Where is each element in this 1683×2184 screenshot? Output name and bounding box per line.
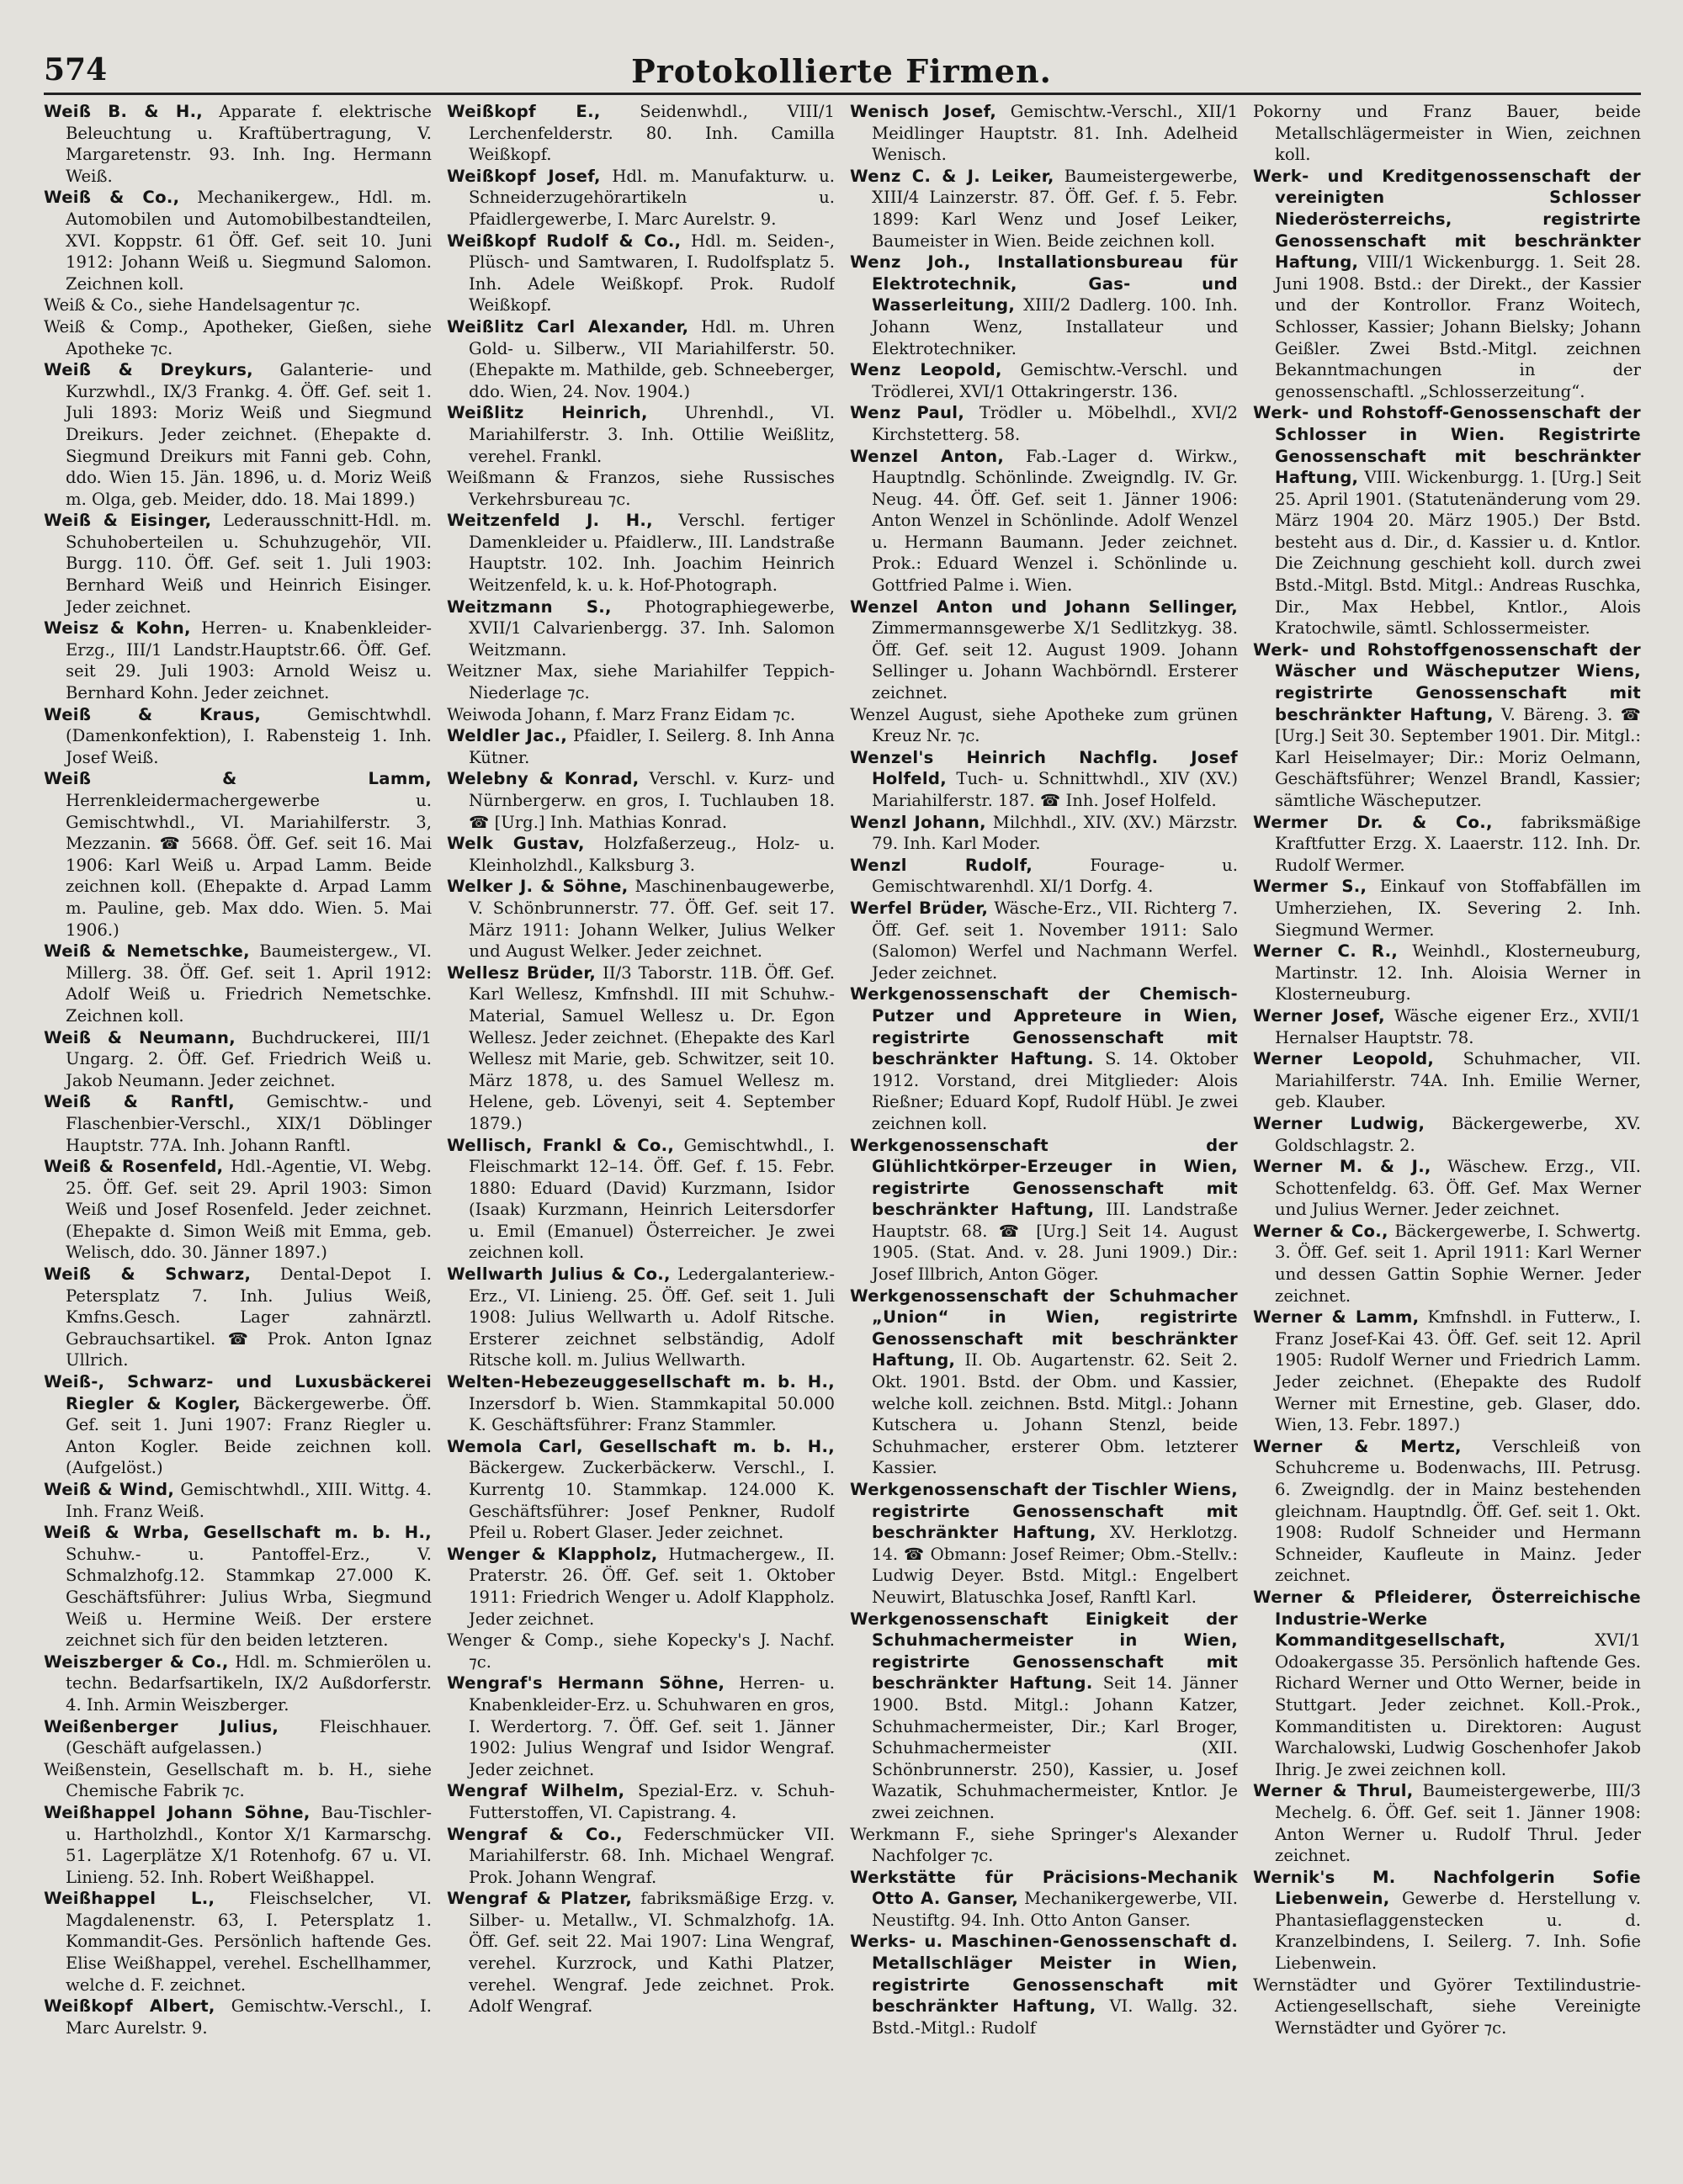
page-number: 574 (44, 52, 108, 87)
firm-name: Werk- und Kreditgenossenschaft der vereinigten Schlosser Niederösterreichs, registrirte Genossenschaft mit beschränkter Haftung, (1253, 166, 1641, 273)
firm-entry (44, 316, 432, 359)
firm-details: fabriksmäßige Erzg. v. Silber- u. Metallw., VI. Schmalzhofg. 1A. Öff. Gef. seit 22. Mai 1907: Lina Wengraf, verehel. Kurzrock, und Kathi Platzer, verehel. Wengraf. Jede zeichnet. Prok. Adolf Wengraf. (469, 1889, 835, 2017)
firm-name: Weitzmann S., (447, 596, 612, 617)
firm-details: Galanterie- und Kurzwhdl., IX/3 Frankg. 4. Öff. Gef. seit 1. Juli 1893: Moriz Weiß und Siegmund Dreikurs. Jeder zeichnet. (Ehepakte d. Siegmund Dreikurs mit Fanni geb. Cohn, ddo. Wien 15. Jän. 1896, u. d. Moriz Weiß m. Olga, geb. Meider, ddo. 18. Mai 1899.) (66, 360, 432, 509)
firm-details: II. Ob. Augartenstr. 62. Seit 2. Okt. 1901. Bstd. der Obm. und Kassier, welche koll. zeichnen. Bstd. Mitgl.: Johann Kutschera u. Johann Stenzl, beide Schuhmacher, ersterer Obm. letzterer Kassier. (872, 1350, 1238, 1478)
firm-entry (850, 596, 1238, 704)
firm-entry (447, 725, 835, 768)
firm-details: Ledergalanteriew.-Erz., VI. Linieng. 25. Öff. Gef. seit 1. Juli 1908: Julius Wellwarth u. Adolf Ritsche. Ersterer zeichnet selbständig, Adolf Ritsche koll. m. Julius Wellwarth. (469, 1264, 835, 1370)
firm-details: Wenzel August, siehe Apotheke zum grünen Kreuz Nr. ⁊c. (850, 704, 1238, 746)
firm-entry (1253, 1307, 1641, 1436)
firm-details: Lederausschnitt-Hdl. m. Schuhoberteilen u. Schuhzugehör, VII. Burgg. 110. Öff. Gef. seit 1. Juli 1903: Bernhard Weiß und Heinrich Eisinger. Jeder zeichnet. (66, 511, 432, 617)
firm-entry (447, 1371, 835, 1436)
firm-details: Verschleiß von Schuhcreme u. Bodenwachs, III. Petrusg. 6. Zweigndlg. der in Mainz bestehenden gleichnam. Hauptndlg. Öff. Gef. seit 1. Okt. 1908: Rudolf Schneider und Hermann Schneider, Kaufleute in Mainz. Jeder zeichnet. (1275, 1436, 1641, 1586)
firm-name: Welten-Hebezeuggesellschaft m. b. H., (447, 1372, 835, 1392)
firm-details: Gemischtw.-Verschl., I. Marc Aurelstr. 9. (66, 1996, 432, 2038)
firm-details: Zimmermannsgewerbe X/1 Sedlitzkyg. 38. Öff. Gef. seit 12. August 1909. Johann Sellinger u. Johann Wachbörndl. Ersterer zeichnet. (872, 618, 1238, 703)
firm-name: Werner & Mertz, (1253, 1436, 1462, 1456)
firm-name: Werks- u. Maschinen-Genossenschaft d. Metallschläger Meister in Wien, registrirte Genossenschaft mit beschränkter Haftung, (850, 1932, 1238, 2017)
firm-entry (44, 1888, 432, 1996)
firm-entry (850, 1479, 1238, 1609)
firm-name: Wermer S., (1253, 877, 1367, 897)
firm-details: VIII. Wickenburgg. 1. [Urg.] Seit 25. April 1901. (Statutenänderung vom 29. März 1904 20. März 1905.) Der Bstd. besteht aus d. Dir., d. Kassier u. d. Kntlor. Die Zeichnung geschieht koll. durch zwei Bstd.-Mitgl. Bstd. Mitgl.: Andreas Ruschka, Dir., Max Hebbel, Kntlor., Alois Kratochwile, sämtl. Schlossermeister. (1275, 468, 1641, 639)
firm-details: Gemischtwhdl. (Damenkonfektion), I. Rabensteig 1. Inh. Josef Weiß. (66, 704, 432, 767)
firm-entry (1253, 941, 1641, 1005)
firm-name: Werner M. & J., (1253, 1157, 1431, 1177)
firm-entry (447, 1135, 835, 1264)
firm-details: Bäckergewerbe, I. Schwertg. 3. Öff. Gef. seit 1. April 1911: Karl Werner und dessen Gattin Sophie Werner. Jeder zeichnet. (1275, 1221, 1641, 1306)
firm-details: Fleischhauer. (Geschäft aufgelassen.) (66, 1716, 432, 1758)
firm-name: Wellisch, Frankl & Co., (447, 1135, 675, 1155)
firm-name: Weiß-, Schwarz- und Luxusbäckerei Riegler & Kogler, (44, 1372, 432, 1413)
firm-name: Wenzl Johann, (850, 812, 986, 832)
firm-details: Weiwoda Johann, f. Marz Franz Eidam ⁊c. (447, 704, 796, 724)
firm-name: Wenzel's Heinrich Nachflg. Josef Holfeld, (850, 747, 1238, 789)
firm-name: Weiß & Nemetschke, (44, 941, 250, 962)
firm-details: Wäsche-Erz., VII. Richterg 7. Öff. Gef. seit 1. November 1911: Salo (Salomon) Werfel und Nachmann Werfel. Jeder zeichnet. (872, 898, 1238, 983)
firm-entry (44, 1371, 432, 1479)
firm-details: Fleischselcher, VI. Magdalenenstr. 63, I. Petersplatz 1. Kommandit-Ges. Persönlich haftende Ges. Elise Weißhappel, verehel. Eschellhammer, welche d. F. zeichnet. (66, 1889, 432, 1995)
firm-entry (850, 101, 1238, 166)
firm-details: Wäsche eigener Erz., XVII/1 Hernalser Hauptstr. 78. (1275, 1005, 1641, 1047)
firm-entry (44, 294, 432, 316)
firm-details: Uhrenhdl., VI. Mariahilferstr. 3. Inh. Ottilie Weißlitz, verehel. Frankl. (469, 403, 835, 466)
firm-details: Maschinenbaugewerbe, V. Schönbrunnerstr. 77. Öff. Gef. seit 17. März 1911: Johann Welker, Julius Welker und August Welker. Jeder zeichnet. (469, 877, 835, 962)
firm-name: Wenzel Anton und Johann Sellinger, (850, 596, 1238, 617)
firm-entry (447, 467, 835, 510)
firm-entry (850, 812, 1238, 855)
firm-name: Werkstätte für Präcisions-Mechanik Otto A. Ganser, (850, 1867, 1238, 1909)
firm-entry (1253, 1221, 1641, 1307)
firm-details: Verschl. v. Kurz- und Nürnbergerw. en gros, I. Tuchlauben 18. ☎ [Urg.] Inh. Mathias Konrad. (469, 769, 835, 832)
firm-details: Gemischtw.- und Flaschenbier-Verschl., XIX/1 Döblinger Hauptstr. 77A. Inh. Johann Ranftl. (66, 1092, 432, 1155)
firm-entry (1253, 1780, 1641, 1866)
firm-details: XIII/2 Dadlerg. 100. Inh. Johann Wenz, Installateur und Elektrotechniker. (872, 295, 1238, 358)
firm-details: Baumeistergew., VI. Millerg. 38. Öff. Gef. seit 1. April 1912: Adolf Weiß u. Friedrich Nemetschke. Zeichnen koll. (66, 941, 432, 1026)
firm-details: Bäckergewerbe. Öff. Gef. seit 1. Juni 1907: Franz Riegler u. Anton Kogler. Beide zeichnen koll. (Aufgelöst.) (66, 1393, 432, 1478)
firm-details: Weiß & Co., siehe Handelsagentur ⁊c. (44, 295, 361, 315)
firm-entry (850, 359, 1238, 402)
firm-details: Weißenstein, Gesellschaft m. b. H., siehe Chemische Fabrik ⁊c. (44, 1759, 432, 1801)
firm-details: XV. Herklotzg. 14. ☎ Obmann: Josef Reimer; Obm.-Stellv.: Ludwig Deyer. Bstd. Mitgl.: Engelbert Neuwirt, Blatuschka Josef, Ranftl Karl. (872, 1523, 1238, 1607)
firm-entry (44, 1716, 432, 1759)
firm-entry (850, 1824, 1238, 1867)
firm-details: Milchhdl., XIV. (XV.) Märzstr. 79. Inh. Karl Moder. (872, 812, 1238, 854)
firm-name: Weißhappel Johann Söhne, (44, 1802, 311, 1822)
firm-entry (447, 510, 835, 596)
firm-details: Verschl. fertiger Damenkleider u. Pfaidlerw., III. Landstraße Hauptstr. 102. Inh. Joachim Heinrich Weitzenfeld, k. u. k. Hof-Photograph. (469, 511, 835, 596)
firm-entry (447, 833, 835, 876)
firm-details: Mechanikergew., Hdl. m. Automobilen und Automobilbestandteilen, XVI. Koppstr. 61 Öff. Gef. seit 10. Juni 1912: Johann Weiß u. Siegmund Salomon. Zeichnen koll. (66, 188, 432, 294)
firm-name: Wellwarth Julius & Co., (447, 1264, 671, 1285)
firm-details: Herrenkleidermachergewerbe u. Gemischtwhdl., VI. Mariahilferstr. 3, Mezzanin. ☎ 5668. Öff. Gef. seit 16. Mai 1906: Karl Weiß u. Arpad Lamm. Beide zeichnen koll. (Ehepakte d. Arpad Lamm m. Pauline, geb. Max ddo. Wien. 5. Mai 1906.) (66, 791, 432, 940)
firm-details: II/3 Taborstr. 11B. Öff. Gef. Karl Wellesz, Kmfnshdl. III mit Schuhw.-Material, Samuel Wellesz u. Dr. Egon Wellesz. Jeder zeichnet. (Ehepakte des Karl Wellesz mit Marie, geb. Schwitzer, seit 10. März 1878, u. des Samuel Wellesz m. Helene, geb. Lövenyi, seit 4. September 1879.) (469, 962, 835, 1133)
firm-entry (850, 1867, 1238, 1932)
firm-name: Werner & Lamm, (1253, 1307, 1420, 1328)
firm-name: Weißlitz Carl Alexander, (447, 316, 689, 337)
firm-name: Wengraf Wilhelm, (447, 1781, 625, 1801)
directory-column (447, 101, 835, 2154)
firm-details: Fourage- u. Gemischtwarenhdl. XI/1 Dorfg. 4. (872, 855, 1238, 897)
firm-name: Werk- und Rohstoff-Genossenschaft der Schlosser in Wien. Registrirte Genossenschaft mit beschränkter Haftung, (1253, 403, 1641, 488)
firm-entry (447, 101, 835, 166)
firm-entry (44, 101, 432, 187)
firm-entry (44, 1027, 432, 1092)
firm-details: Weiß & Comp., Apotheker, Gießen, siehe Apotheke ⁊c. (44, 316, 432, 358)
firm-name: Wemola Carl, Gesellschaft m. b. H., (447, 1436, 835, 1456)
firm-name: Werner Josef, (1253, 1005, 1385, 1026)
firm-name: Weiß & Co., (44, 188, 180, 208)
firm-details: Bäckergew. Zuckerbäckerw. Verschl., I. Kurrentg 10. Stammkap. 124.000 K. Geschäftsführer: Josef Penkner, Rudolf Pfeil u. Robert Glaser. Jeder zeichnet. (469, 1458, 835, 1543)
firm-details: XVI/1 Odoakergasse 35. Persönlich haftende Ges. Richard Werner und Otto Werner, beide in Stuttgart. Jeder zeichnet. Koll.-Prok., Kommanditisten u. Direktoren: August Warchalowski, Ludwig Goschenhofer Jakob Ihrig. Je zwei zeichnen koll. (1275, 1630, 1641, 1779)
firm-details: Wäschew. Erzg., VII. Schottenfeldg. 63. Öff. Gef. Max Werner und Julius Werner. Jeder zeichnet. (1275, 1157, 1641, 1220)
firm-details: Trödler u. Möbelhdl., XVI/2 Kirchstetterg. 58. (872, 403, 1238, 444)
firm-name: Weißkopf E., (447, 102, 601, 121)
firm-name: Weiß & Schwarz, (44, 1264, 252, 1285)
firm-name: Welebny & Konrad, (447, 769, 640, 789)
firm-details: Federschmücker VII. Mariahilferstr. 68. Inh. Michael Wengraf. Prok. Johann Wengraf. (469, 1824, 835, 1887)
firm-details: Pfaidler, I. Seilerg. 8. Inh Anna Kütner. (469, 726, 835, 767)
firm-details: S. 14. Oktober 1912. Vorstand, drei Mitglieder: Alois Rießner; Eduard Kopf, Rudolf Hübl. Je zwei zeichnen koll. (872, 1049, 1238, 1133)
firm-entry (1253, 402, 1641, 639)
firm-entry (850, 1285, 1238, 1479)
firm-entry (447, 1888, 835, 2017)
firm-name: Wenisch Josef, (850, 102, 997, 121)
firm-entry (850, 898, 1238, 983)
firm-entry (44, 1522, 432, 1651)
firm-name: Werner & Thrul, (1253, 1781, 1414, 1801)
firm-name: Weißkopf Albert, (44, 1996, 215, 2017)
firm-name: Weiß & Eisinger, (44, 511, 212, 531)
firm-details: Baumeistergewerbe, III/3 Mechelg. 6. Öff. Gef. seit 1. Jänner 1908: Anton Werner u. Rudolf Thrul. Jeder zeichnet. (1275, 1781, 1641, 1866)
firm-entry (44, 1802, 432, 1888)
firm-name: Weißkopf Rudolf & Co., (447, 231, 682, 251)
firm-entry (44, 704, 432, 769)
firm-details: Weinhdl., Klosterneuburg, Martinstr. 12. Inh. Aloisia Werner in Klosterneuburg. (1275, 941, 1641, 1005)
firm-entry (447, 1264, 835, 1371)
firm-name: Wengraf's Hermann Söhne, (447, 1673, 725, 1694)
firm-name: Werner C. R., (1253, 941, 1399, 962)
firm-entry (850, 1931, 1238, 2038)
firm-details: Wenger & Comp., siehe Kopecky's J. Nachf. ⁊c. (447, 1630, 835, 1672)
firm-entry (447, 1544, 835, 1630)
directory-column (1253, 101, 1641, 2154)
firm-name: Weißenberger Julius, (44, 1716, 279, 1736)
firm-entry (1253, 812, 1641, 877)
firm-details: Seit 14. Jänner 1900. Bstd. Mitgl.: Johann Katzer, Schuhmachermeister, Dir.; Karl Broger, Schuhmachermeister (XII. Schönbrunnerstr. 250), Kassier, u. Josef Wazatik, Schuhmachermeister, Kntlor. Je zwei zeichnen. (872, 1673, 1238, 1822)
firm-details: Schuhmacher, VII. Mariahilferstr. 74A. Inh. Emilie Werner, geb. Klauber. (1275, 1049, 1641, 1112)
firm-name: Wenz C. & J. Leiker, (850, 166, 1054, 186)
firm-details: Gemischtwhdl., I. Fleischmarkt 12–14. Öff. Gef. f. 15. Febr. 1880: Eduard (David) Kurzmann, Isidor (Isaak) Kurzmann, Heinrich Leitersdorfer u. Emil (Emanuel) Österreicher. Je zwei zeichnen koll. (469, 1135, 835, 1263)
firm-details: Gemischtwhdl., XIII. Wittg. 4. Inh. Franz Weiß. (66, 1480, 432, 1521)
firm-details: Baumeistergewerbe, XIII/4 Lainzerstr. 87. Öff. Gef. f. 5. Febr. 1899: Karl Wenz und Josef Leiker, Baumeister in Wien. Beide zeichnen koll. (872, 166, 1238, 251)
firm-entry (1253, 876, 1641, 941)
firm-name: Wengraf & Platzer, (447, 1889, 633, 1909)
firm-entry (44, 1264, 432, 1371)
firm-entry (44, 510, 432, 618)
firm-details: Dental-Depot I. Petersplatz 7. Inh. Julius Weiß, Kmfns.Gesch. Lager zahnärztl. Gebrauchsartikel. ☎ Prok. Anton Ignaz Ullrich. (66, 1264, 432, 1370)
firm-entry (850, 1135, 1238, 1285)
firm-details: Hdl. m. Uhren Gold- u. Silberw., VII Mariahilferstr. 50. (Ehepakte m. Mathilde, geb. Schneeberger, ddo. Wien, 24. Nov. 1904.) (469, 316, 835, 401)
firm-details: Herren- u. Knabenkleider-Erzg., III/1 Landstr.Hauptstr.66. Öff. Gef. seit 29. Juli 1903: Arnold Weisz u. Bernhard Kohn. Jeder zeichnet. (66, 618, 432, 703)
firm-details: Einkauf von Stoffabfällen im Umherziehen, IX. Severing 2. Inh. Siegmund Wermer. (1275, 877, 1641, 940)
header-rule (44, 93, 1641, 95)
firm-entry (447, 1436, 835, 1544)
firm-name: Wenz Paul, (850, 403, 965, 423)
firm-details: Fab.-Lager d. Wirkw., Hauptndlg. Schönlinde. Zweigndlg. IV. Gr. Neug. 44. Öff. Gef. seit 1. Jänner 1906: Anton Wenzel in Schönlinde. Adolf Wenzel u. Hermann Baumann. Jeder zeichnet. Prok.: Eduard Wenzel i. Schönlinde u. Gottfried Palme i. Wien. (872, 446, 1238, 596)
firm-details: Buchdruckerei, III/1 Ungarg. 2. Öff. Gef. Friedrich Weiß u. Jakob Neumann. Jeder zeichnet. (66, 1027, 432, 1090)
firm-entry (447, 1672, 835, 1780)
firm-name: Werner & Co., (1253, 1221, 1388, 1241)
firm-details: Tuch- u. Schnittwhdl., XIV (XV.) Mariahilferstr. 187. ☎ Inh. Josef Holfeld. (872, 769, 1238, 810)
firm-details: Seidenwhdl., VIII/1 Lerchenfelderstr. 80. Inh. Camilla Weißkopf. (469, 102, 835, 165)
firm-name: Wenzl Rudolf, (850, 855, 1033, 875)
firm-name: Weiß & Wind, (44, 1480, 175, 1499)
firm-name: Werk- und Rohstoffgenossenschaft der Wäscher und Wäscheputzer Wiens, registrirte Genossenschaft mit beschränkter Haftung, (1253, 639, 1641, 724)
firm-entry (850, 252, 1238, 359)
firm-details: Hdl. m. Manufakturw. u. Schneiderzugehörartikeln u. Pfaidlergewerbe, I. Marc Aurelstr. 9. (469, 166, 835, 229)
firm-entry (447, 402, 835, 467)
firm-name: Wenzel Anton, (850, 446, 1005, 466)
firm-entry (850, 704, 1238, 747)
firm-entry (44, 1996, 432, 2038)
firm-name: Werner Ludwig, (1253, 1113, 1426, 1133)
firm-entry (850, 166, 1238, 252)
firm-name: Weißlitz Heinrich, (447, 403, 648, 423)
firm-name: Wenz Leopold, (850, 360, 1002, 380)
firm-details: Hdl. m. Schmierölen u. techn. Bedarfsartikeln, IX/2 Außdorferstr. 4. Inh. Armin Weiszberger. (66, 1651, 432, 1715)
firm-name: Weiszberger & Co., (44, 1651, 229, 1672)
firm-entry (447, 962, 835, 1135)
firm-details: Schuhw.- u. Pantoffel-Erz., V. Schmalzhofg.12. Stammkap 27.000 K. Geschäftsführer: Julius Wrba, Siegmund Weiß u. Hermine Weiß. Der erstere zeichnet sich für den beiden letzteren. (66, 1544, 432, 1651)
firm-name: Weldler Jac., (447, 726, 568, 746)
firm-entry (1253, 1005, 1641, 1048)
firm-details: Hutmachergew., II. Praterstr. 26. Öff. Gef. seit 1. Oktober 1911: Friedrich Wenger u. Adolf Klappholz. Jeder zeichnet. (469, 1544, 835, 1629)
firm-entry (1253, 166, 1641, 403)
firm-name: Welker J. & Söhne, (447, 877, 629, 897)
firm-name: Wenz Joh., Installationsbureau für Elektrotechnik, Gas- und Wasserleitung, (850, 252, 1238, 315)
firm-details: Spezial-Erz. v. Schuh-Futterstoffen, VI. Capistrang. 4. (469, 1781, 835, 1822)
firm-name: Weißkopf Josef, (447, 166, 601, 186)
firm-entry (447, 660, 835, 703)
firm-entry (850, 983, 1238, 1134)
firm-name: Wernik's M. Nachfolgerin Sofie Liebenwein, (1253, 1867, 1641, 1909)
firm-name: Weiß & Kraus, (44, 704, 262, 724)
firm-details: Gewerbe d. Herstellung v. Phantasieflaggenstecken u. d. Kranzelbindens, I. Seilerg. 7. Inh. Sofie Liebenwein. (1275, 1889, 1641, 1974)
firm-entry (447, 1780, 835, 1823)
firm-details: Pokorny und Franz Bauer, beide Metallschlägermeister in Wien, zeichnen koll. (1253, 102, 1641, 165)
firm-name: Weiß B. & H., (44, 102, 204, 121)
firm-entry (44, 359, 432, 510)
firm-details: Gemischtw.-Verschl. und Trödlerei, XVI/1 Ottakringerstr. 136. (872, 360, 1238, 401)
firm-entry (1253, 639, 1641, 812)
firm-name: Weitzenfeld J. H., (447, 511, 653, 531)
firm-entry (1253, 1975, 1641, 2039)
firm-entry (447, 316, 835, 402)
directory-columns (44, 101, 1641, 2154)
firm-entry (447, 231, 835, 316)
firm-name: Weiß & Lamm, (44, 769, 432, 789)
firm-name: Werkgenossenschaft Einigkeit der Schuhmachermeister in Wien, registrirte Genossenschaft mit beschränkter Haftung. (850, 1609, 1238, 1694)
firm-name: Werkgenossenschaft der Glühlichtkörper-Erzeuger in Wien, registrirte Genossenschaft mit beschränkter Haftung, (850, 1135, 1238, 1220)
running-title: Protokollierte Firmen. (631, 52, 1052, 90)
firm-details: Photographiegewerbe, XVII/1 Calvarienbergg. 37. Inh. Salomon Weitzmann. (469, 596, 835, 660)
firm-entry (1253, 1587, 1641, 1780)
firm-entry (1253, 1156, 1641, 1221)
firm-entry (44, 1759, 432, 1802)
firm-entry (44, 1651, 432, 1716)
firm-details: Bäckergewerbe, XV. Goldschlagstr. 2. (1275, 1113, 1641, 1155)
firm-name: Wermer Dr. & Co., (1253, 812, 1493, 832)
firm-name: Wenger & Klappholz, (447, 1544, 658, 1564)
firm-entry (44, 941, 432, 1026)
firm-name: Weißhappel L., (44, 1889, 215, 1909)
firm-entry (850, 855, 1238, 898)
firm-details: Herren- u. Knabenkleider-Erz. u. Schuhwaren en gros, I. Werdertorg. 7. Öff. Gef. seit 1. Jänner 1902: Julius Wengraf und Isidor Wengraf. Jeder zeichnet. (469, 1673, 835, 1779)
firm-name: Weiß & Dreykurs, (44, 360, 253, 380)
firm-details: Bau-Tischler- u. Hartholzhdl., Kontor X/1 Karmarschg. 51. Lagerplätze X/1 Rotenhofg. 67 u. VI. Linieng. 52. Inh. Robert Weißhappel. (66, 1802, 432, 1887)
firm-details: VIII/1 Wickenburgg. 1. Seit 28. Juni 1908. Bstd.: der Direkt., der Kassier und der Kontrollor. Franz Woitech, Schlosser, Kassier; Johann Bielsky; Johann Geißler. Zwei Bstd.-Mitgl. zeichnen Bekanntmachungen in der genossenschaftl. „Schlosserzeitung“. (1275, 252, 1641, 401)
firm-name: Werner Leopold, (1253, 1049, 1435, 1069)
firm-entry (44, 1479, 432, 1522)
firm-name: Weiß & Wrba, Gesellschaft m. b. H., (44, 1523, 432, 1543)
firm-details: Weitzner Max, siehe Mariahilfer Teppich-Niederlage ⁊c. (447, 661, 835, 703)
firm-name: Werkgenossenschaft der Chemisch-Putzer und Appreteure in Wien, registrirte Genossenschaft mit beschränkter Haftung. (850, 984, 1238, 1069)
firm-details: III. Landstraße Hauptstr. 68. ☎ [Urg.] Seit 14. August 1905. (Stat. And. v. 28. Juni 1909.) Dir.: Josef Illbrich, Anton Göger. (872, 1200, 1238, 1285)
firm-entry (447, 768, 835, 833)
firm-name: Weiß & Neumann, (44, 1027, 236, 1047)
firm-name: Werner & Pfleiderer, Österreichische Industrie-Werke Kommanditgesellschaft, (1253, 1587, 1641, 1651)
firm-details: Kmfnshdl. in Futterw., I. Franz Josef-Kai 43. Öff. Gef. seit 12. April 1905: Rudolf Werner und Friedrich Lamm. Jeder zeichnet. (Ehepakte des Rudolf Werner mit Ernestine, geb. Glaser, ddo. Wien, 13. Febr. 1897.) (1275, 1307, 1641, 1435)
firm-name: Werkgenossenschaft der Schuhmacher „Union“ in Wien, registrirte Genossenschaft mit beschränkter Haftung, (850, 1285, 1238, 1370)
firm-entry (1253, 1113, 1641, 1156)
firm-details: Holzfaßerzeug., Holz- u. Kleinholzhdl., Kalksburg 3. (469, 834, 835, 875)
firm-details: V. Bäreng. 3. ☎ [Urg.] Seit 30. September 1901. Dir. Mitgl.: Karl Heiselmayer; Dir.: Moriz Oelmann, Geschäftsführer; Wenzel Brandl, Kassier; sämtliche Wäscheputzer. (1275, 704, 1641, 810)
firm-details: Hdl.-Agentie, VI. Webg. 25. Öff. Gef. seit 29. April 1903: Simon Weiß und Josef Rosenfeld. Jeder zeichnet. (Ehepakte d. Simon Weiß mit Emma, geb. Welisch, ddo. 30. Jänner 1897.) (66, 1157, 432, 1263)
firm-entry (1253, 1867, 1641, 1975)
firm-details: Inzersdorf b. Wien. Stammkapital 50.000 K. Geschäftsführer: Franz Stammler. (469, 1393, 835, 1435)
firm-details: fabriksmäßige Kraftfutter Erzg. X. Laaerstr. 112. Inh. Dr. Rudolf Wermer. (1275, 812, 1641, 875)
firm-entry (447, 1824, 835, 1889)
firm-details: Weißmann & Franzos, siehe Russisches Verkehrsbureau ⁊c. (447, 468, 835, 509)
firm-entry (44, 1156, 432, 1264)
firm-entry (1253, 1048, 1641, 1113)
firm-entry (44, 618, 432, 703)
firm-entry (447, 166, 835, 231)
firm-entry (447, 704, 835, 726)
firm-entry (447, 876, 835, 962)
directory-column (44, 101, 432, 2154)
firm-details: Werkmann F., siehe Springer's Alexander Nachfolger ⁊c. (850, 1824, 1238, 1866)
firm-details: Mechanikergewerbe, VII. Neustiftg. 94. Inh. Otto Anton Ganser. (872, 1889, 1238, 1930)
firm-details: Apparate f. elektrische Beleuchtung u. Kraftübertragung, V. Margaretenstr. 93. Inh. Ing. Hermann Weiß. (66, 102, 432, 186)
firm-name: Werfel Brüder, (850, 898, 989, 918)
directory-column (850, 101, 1238, 2154)
firm-entry (850, 446, 1238, 596)
firm-name: Wellesz Brüder, (447, 962, 597, 983)
firm-name: Werkgenossenschaft der Tischler Wiens, registrirte Genossenschaft mit beschränkter Haftung, (850, 1480, 1238, 1543)
firm-name: Welk Gustav, (447, 834, 585, 854)
firm-entry (850, 402, 1238, 445)
firm-entry (44, 1091, 432, 1156)
firm-entry (447, 596, 835, 661)
firm-entry (44, 187, 432, 294)
firm-entry (1253, 101, 1641, 166)
firm-entry (850, 1609, 1238, 1824)
firm-entry (850, 747, 1238, 812)
firm-name: Weiß & Rosenfeld, (44, 1157, 224, 1177)
firm-name: Wengraf & Co., (447, 1824, 623, 1844)
firm-name: Weiß & Ranftl, (44, 1092, 236, 1112)
firm-name: Weisz & Kohn, (44, 618, 191, 639)
firm-details: Gemischtw.-Verschl., XII/1 Meidlinger Hauptstr. 81. Inh. Adelheid Wenisch. (872, 102, 1238, 165)
firm-entry (1253, 1436, 1641, 1587)
firm-details: VI. Wallg. 32. Bstd.-Mitgl.: Rudolf (872, 1996, 1238, 2038)
firm-entry (447, 1630, 835, 1672)
firm-details: Hdl. m. Seiden-, Plüsch- und Samtwaren, I. Rudolfsplatz 5. Inh. Adele Weißkopf. Prok. Rudolf Weißkopf. (469, 231, 835, 315)
firm-details: Wernstädter und Györer Textilindustrie-Actiengesellschaft, siehe Vereinigte Wernstädter und Györer ⁊c. (1253, 1975, 1641, 2038)
firm-entry (44, 768, 432, 941)
